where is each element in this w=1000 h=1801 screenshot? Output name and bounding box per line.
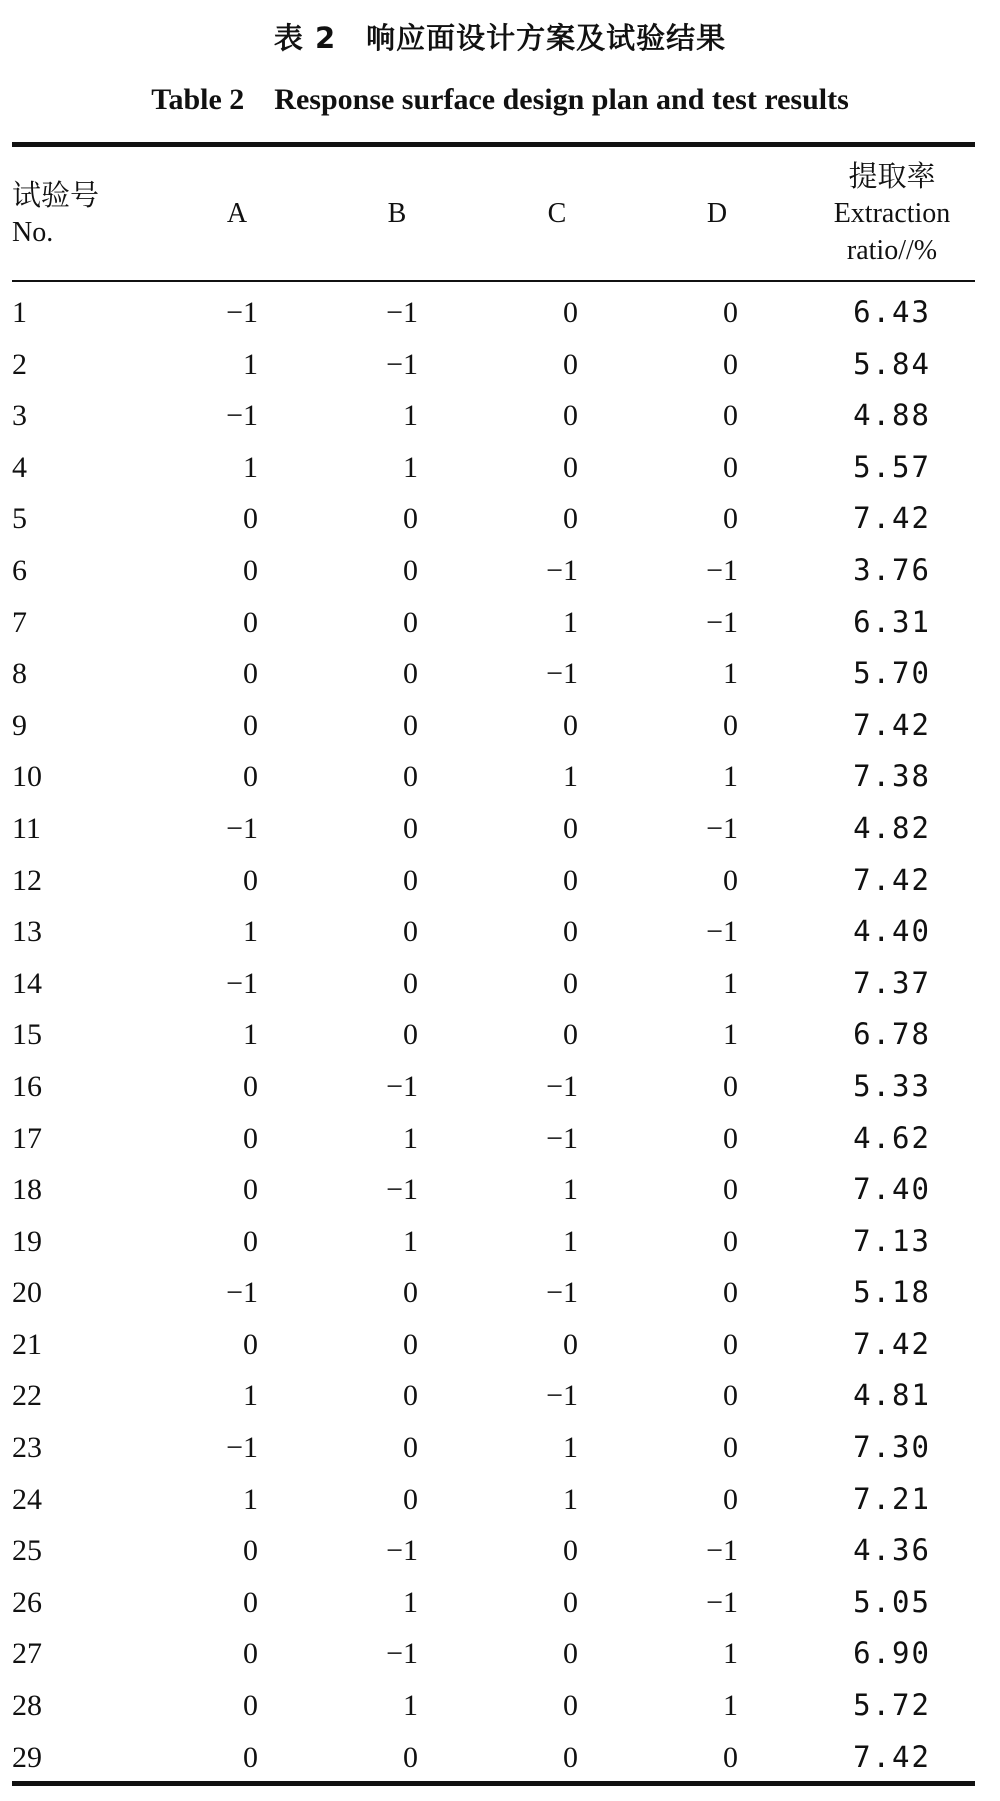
cell-a: 0 xyxy=(243,863,258,897)
header-a xyxy=(167,147,307,280)
table-row xyxy=(12,1422,975,1474)
cell-c: 0 xyxy=(563,1689,578,1723)
cell-d: 1 xyxy=(723,1018,738,1052)
cell-c: 0 xyxy=(563,811,578,845)
cell-a: 0 xyxy=(243,553,258,587)
table-row xyxy=(12,1525,975,1577)
cell-ratio: 6.78 xyxy=(853,1017,931,1052)
cell-ratio: 4.82 xyxy=(853,810,931,845)
cell-a: −1 xyxy=(226,399,258,433)
cell-b: 0 xyxy=(403,708,418,742)
cell-b: −1 xyxy=(386,1069,418,1103)
cell-ratio: 6.90 xyxy=(853,1636,931,1671)
cell-d: 0 xyxy=(723,863,738,897)
cell-c: 1 xyxy=(563,1173,578,1207)
cell-c: 1 xyxy=(563,1482,578,1516)
table-row xyxy=(12,390,975,442)
cell-a: 1 xyxy=(243,1482,258,1516)
cell-ratio: 6.43 xyxy=(853,295,931,329)
header-ratio xyxy=(807,147,977,280)
table-row xyxy=(12,648,975,700)
cell-ratio: 7.40 xyxy=(853,1172,931,1207)
cell-d: 0 xyxy=(723,1173,738,1207)
cell-b: 0 xyxy=(403,1276,418,1310)
cell-c: 0 xyxy=(563,1018,578,1052)
header-a-label: A xyxy=(226,198,248,229)
cell-a: 0 xyxy=(243,605,258,639)
cell-c: 0 xyxy=(563,915,578,949)
cell-d: 0 xyxy=(723,708,738,742)
table-row xyxy=(12,1370,975,1422)
cell-no: 27 xyxy=(12,1637,42,1671)
cell-a: 0 xyxy=(243,1637,258,1671)
cell-d: 1 xyxy=(723,760,738,794)
cell-ratio: 5.18 xyxy=(853,1275,931,1310)
table-row xyxy=(12,700,975,752)
cell-b: −1 xyxy=(386,296,418,329)
cell-ratio: 4.40 xyxy=(853,914,931,949)
cell-d: −1 xyxy=(706,915,738,949)
cell-no: 9 xyxy=(12,708,27,742)
cell-no: 29 xyxy=(12,1740,42,1774)
cell-d: 0 xyxy=(723,1327,738,1361)
table-header-rule xyxy=(12,280,975,282)
header-ratio-en2: ratio//% xyxy=(846,235,938,266)
cell-ratio: 7.30 xyxy=(853,1430,931,1465)
cell-a: 0 xyxy=(243,1689,258,1723)
cell-b: −1 xyxy=(386,347,418,381)
cell-ratio: 4.36 xyxy=(853,1533,931,1568)
cell-b: 1 xyxy=(403,1689,418,1723)
header-b xyxy=(327,147,467,280)
cell-ratio: 4.81 xyxy=(853,1378,931,1413)
cell-a: −1 xyxy=(226,1276,258,1310)
cell-ratio: 5.33 xyxy=(853,1068,931,1103)
cell-b: −1 xyxy=(386,1173,418,1207)
cell-no: 8 xyxy=(12,657,27,691)
cell-c: 1 xyxy=(563,1431,578,1465)
table-row xyxy=(12,1113,975,1165)
cell-ratio: 7.37 xyxy=(853,965,931,1000)
cell-ratio: 5.05 xyxy=(853,1584,931,1619)
cell-a: 0 xyxy=(243,708,258,742)
cell-c: −1 xyxy=(546,1379,578,1413)
table-row xyxy=(12,855,975,907)
cell-c: 0 xyxy=(563,296,578,329)
cell-c: −1 xyxy=(546,553,578,587)
table-body xyxy=(12,287,975,1783)
cell-b: 0 xyxy=(403,1327,418,1361)
cell-a: 0 xyxy=(243,1534,258,1568)
cell-no: 1 xyxy=(12,296,27,329)
cell-c: 0 xyxy=(563,863,578,897)
cell-no: 10 xyxy=(12,760,42,794)
cell-b: 0 xyxy=(403,811,418,845)
cell-a: −1 xyxy=(226,296,258,329)
table-row xyxy=(12,1216,975,1268)
header-b-label: B xyxy=(387,198,407,229)
cell-c: 0 xyxy=(563,1327,578,1361)
cell-b: 1 xyxy=(403,1585,418,1619)
cell-no: 5 xyxy=(12,502,27,536)
cell-no: 21 xyxy=(12,1327,42,1361)
cell-ratio: 7.42 xyxy=(853,501,931,536)
table-row xyxy=(12,1628,975,1680)
table-caption-en: Table 2 Response surface design plan and test results xyxy=(151,83,849,116)
cell-d: 0 xyxy=(723,1069,738,1103)
cell-no: 14 xyxy=(12,966,42,1000)
cell-d: −1 xyxy=(706,1585,738,1619)
table-row xyxy=(12,958,975,1010)
cell-c: 1 xyxy=(563,760,578,794)
cell-no: 19 xyxy=(12,1224,42,1258)
cell-d: 1 xyxy=(723,657,738,691)
cell-ratio: 3.76 xyxy=(853,552,931,587)
cell-b: 0 xyxy=(403,502,418,536)
cell-d: 0 xyxy=(723,399,738,433)
cell-ratio: 4.88 xyxy=(853,398,931,433)
cell-b: 0 xyxy=(403,915,418,949)
cell-a: 0 xyxy=(243,1740,258,1774)
cell-a: 0 xyxy=(243,1224,258,1258)
cell-a: 0 xyxy=(243,1121,258,1155)
cell-c: 0 xyxy=(563,1534,578,1568)
cell-no: 12 xyxy=(12,863,42,897)
cell-b: 1 xyxy=(403,1121,418,1155)
cell-d: 0 xyxy=(723,296,738,329)
cell-b: −1 xyxy=(386,1637,418,1671)
table-row xyxy=(12,339,975,391)
cell-no: 6 xyxy=(12,553,27,587)
cell-ratio: 4.62 xyxy=(853,1120,931,1155)
cell-no: 3 xyxy=(12,399,27,433)
cell-d: 1 xyxy=(723,1689,738,1723)
cell-no: 28 xyxy=(12,1689,42,1723)
table-header xyxy=(12,147,975,280)
cell-ratio: 6.31 xyxy=(853,604,931,639)
cell-c: −1 xyxy=(546,657,578,691)
cell-no: 2 xyxy=(12,347,27,381)
cell-d: −1 xyxy=(706,605,738,639)
cell-no: 13 xyxy=(12,915,42,949)
cell-no: 15 xyxy=(12,1018,42,1052)
cell-d: 1 xyxy=(723,1637,738,1671)
cell-b: 0 xyxy=(403,553,418,587)
cell-d: 0 xyxy=(723,1740,738,1774)
cell-ratio: 7.42 xyxy=(853,1739,931,1774)
cell-a: 0 xyxy=(243,502,258,536)
table-caption-cn: 表 2 响应面设计方案及试验结果 xyxy=(273,21,727,55)
table-row xyxy=(12,1164,975,1216)
table-row xyxy=(12,1267,975,1319)
cell-a: 0 xyxy=(243,1585,258,1619)
cell-ratio: 7.13 xyxy=(853,1223,931,1258)
cell-b: −1 xyxy=(386,1534,418,1568)
cell-d: 0 xyxy=(723,1379,738,1413)
cell-d: −1 xyxy=(706,553,738,587)
cell-d: 0 xyxy=(723,502,738,536)
cell-ratio: 7.38 xyxy=(853,759,931,794)
cell-b: 0 xyxy=(403,760,418,794)
table-row xyxy=(12,287,975,339)
cell-c: 0 xyxy=(563,347,578,381)
cell-ratio: 7.21 xyxy=(853,1481,931,1516)
cell-c: −1 xyxy=(546,1069,578,1103)
header-no-en: No. xyxy=(12,216,54,248)
table-row xyxy=(12,1319,975,1371)
cell-no: 7 xyxy=(12,605,27,639)
header-ratio-cn: 提取率 xyxy=(848,159,936,193)
header-no xyxy=(12,147,162,280)
cell-d: 0 xyxy=(723,1276,738,1310)
table-row xyxy=(12,1577,975,1629)
cell-no: 17 xyxy=(12,1121,42,1155)
cell-c: 0 xyxy=(563,1585,578,1619)
header-d xyxy=(647,147,787,280)
table-bottom-rule xyxy=(12,1781,975,1786)
cell-b: 0 xyxy=(403,605,418,639)
cell-c: 0 xyxy=(563,1637,578,1671)
table-row xyxy=(12,906,975,958)
header-c-label: C xyxy=(547,198,567,229)
cell-a: 0 xyxy=(243,1069,258,1103)
cell-d: 0 xyxy=(723,450,738,484)
cell-no: 23 xyxy=(12,1431,42,1465)
cell-a: 0 xyxy=(243,1327,258,1361)
cell-c: −1 xyxy=(546,1276,578,1310)
cell-a: 1 xyxy=(243,347,258,381)
table-row xyxy=(12,1732,975,1784)
cell-ratio: 7.42 xyxy=(853,862,931,897)
cell-a: 1 xyxy=(243,450,258,484)
cell-no: 26 xyxy=(12,1585,42,1619)
cell-d: 0 xyxy=(723,347,738,381)
cell-d: −1 xyxy=(706,811,738,845)
table-row xyxy=(12,751,975,803)
cell-no: 22 xyxy=(12,1379,42,1413)
table-row xyxy=(12,597,975,649)
cell-b: 1 xyxy=(403,1224,418,1258)
cell-b: 0 xyxy=(403,1482,418,1516)
cell-c: 0 xyxy=(563,399,578,433)
cell-d: 0 xyxy=(723,1431,738,1465)
cell-b: 0 xyxy=(403,1379,418,1413)
cell-no: 4 xyxy=(12,450,27,484)
cell-c: −1 xyxy=(546,1121,578,1155)
table-row xyxy=(12,803,975,855)
cell-ratio: 5.57 xyxy=(853,449,931,484)
cell-a: 0 xyxy=(243,1173,258,1207)
cell-c: 0 xyxy=(563,966,578,1000)
cell-no: 25 xyxy=(12,1534,42,1568)
cell-c: 0 xyxy=(563,450,578,484)
cell-d: 1 xyxy=(723,966,738,1000)
cell-no: 16 xyxy=(12,1069,42,1103)
cell-a: 1 xyxy=(243,915,258,949)
cell-b: 0 xyxy=(403,863,418,897)
cell-c: 0 xyxy=(563,1740,578,1774)
header-c xyxy=(487,147,627,280)
cell-ratio: 7.42 xyxy=(853,1326,931,1361)
cell-ratio: 5.84 xyxy=(853,346,931,381)
cell-b: 0 xyxy=(403,1431,418,1465)
cell-d: −1 xyxy=(706,1534,738,1568)
table-row xyxy=(12,1061,975,1113)
cell-b: 0 xyxy=(403,966,418,1000)
table-row xyxy=(12,1009,975,1061)
cell-d: 0 xyxy=(723,1482,738,1516)
cell-a: 0 xyxy=(243,760,258,794)
cell-a: 0 xyxy=(243,657,258,691)
table-row xyxy=(12,1680,975,1732)
cell-b: 0 xyxy=(403,1740,418,1774)
header-d-label: D xyxy=(706,198,728,229)
cell-c: 1 xyxy=(563,605,578,639)
cell-ratio: 7.42 xyxy=(853,707,931,742)
cell-a: −1 xyxy=(226,811,258,845)
cell-no: 18 xyxy=(12,1173,42,1207)
cell-a: −1 xyxy=(226,1431,258,1465)
cell-a: 1 xyxy=(243,1018,258,1052)
cell-b: 1 xyxy=(403,450,418,484)
cell-a: −1 xyxy=(226,966,258,1000)
cell-no: 20 xyxy=(12,1276,42,1310)
cell-a: 1 xyxy=(243,1379,258,1413)
header-ratio-en1: Extraction xyxy=(833,198,951,229)
cell-b: 0 xyxy=(403,657,418,691)
cell-no: 11 xyxy=(12,811,41,845)
cell-b: 0 xyxy=(403,1018,418,1052)
cell-no: 24 xyxy=(12,1482,42,1516)
header-no-cn: 试验号 xyxy=(12,177,100,212)
cell-c: 0 xyxy=(563,502,578,536)
table-row xyxy=(12,493,975,545)
cell-c: 1 xyxy=(563,1224,578,1258)
cell-d: 0 xyxy=(723,1121,738,1155)
table-row xyxy=(12,545,975,597)
table-row xyxy=(12,442,975,494)
cell-ratio: 5.70 xyxy=(853,656,931,691)
cell-d: 0 xyxy=(723,1224,738,1258)
table-row xyxy=(12,1474,975,1526)
cell-ratio: 5.72 xyxy=(853,1688,931,1723)
cell-c: 0 xyxy=(563,708,578,742)
cell-b: 1 xyxy=(403,399,418,433)
